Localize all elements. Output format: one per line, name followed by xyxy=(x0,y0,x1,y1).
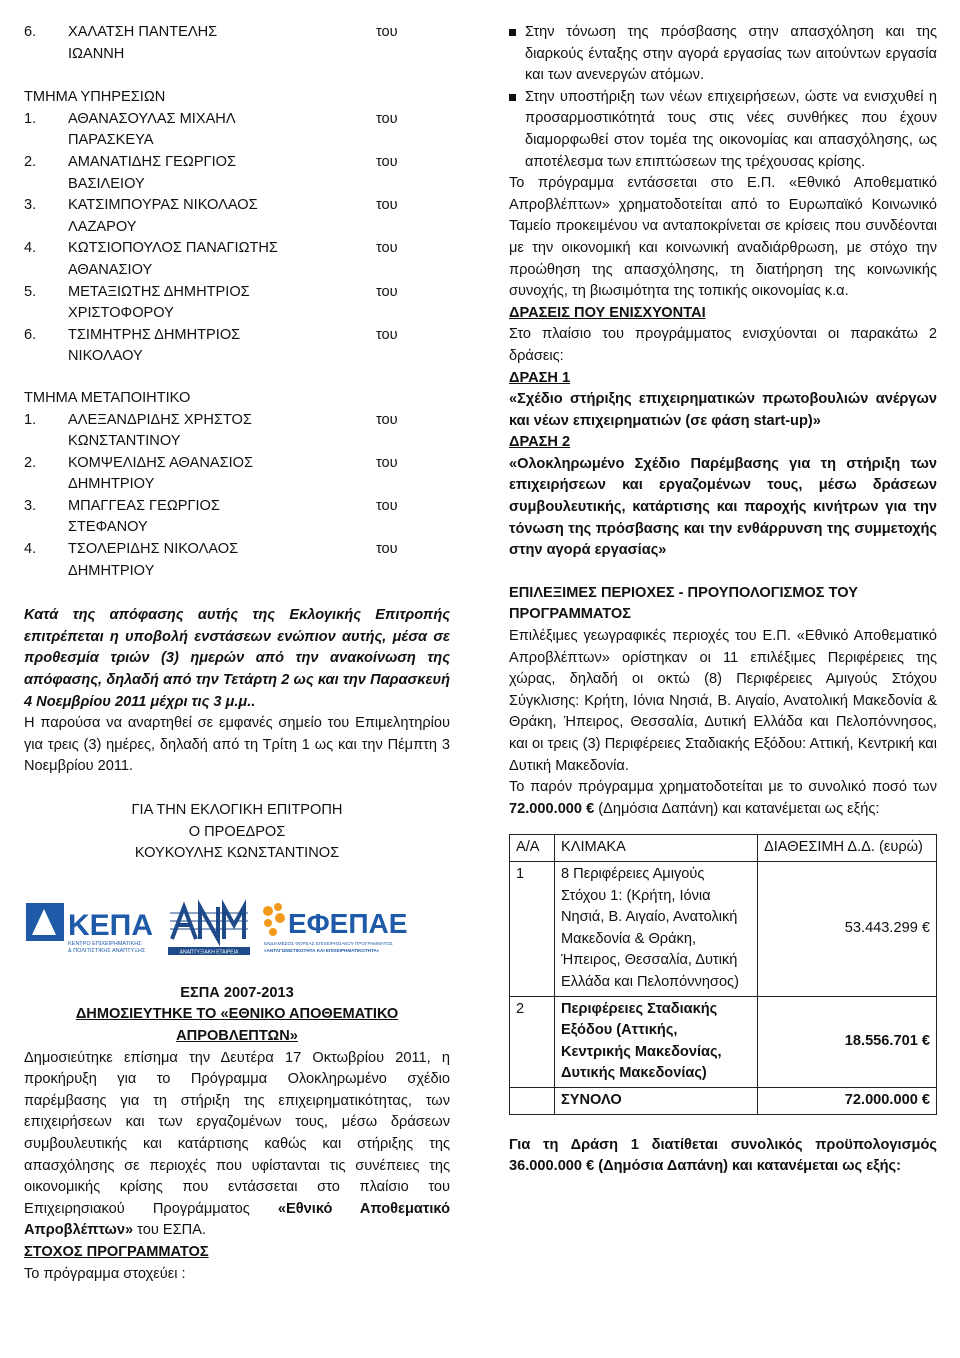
genitive-word: του xyxy=(376,411,398,428)
father-name: ΠΑΡΑΣΚΕΥΑ xyxy=(68,132,154,149)
list-item xyxy=(24,195,450,238)
goal-intro: Το πρόγραμμα στοχεύει : xyxy=(24,1265,186,1282)
signature-line-2: Ο ΠΡΟΕΔΡΟΣ xyxy=(188,823,286,840)
action2-label: ΔΡΑΣΗ 2 xyxy=(509,434,571,451)
person-name: ΚΑΤΣΙΜΠΟΥΡΑΣ ΝΙΚΟΛΑΟΣ xyxy=(68,197,258,214)
table-header-cell: ΚΛΙΜΑΚΑ xyxy=(555,835,758,862)
goal-bullets xyxy=(509,22,937,173)
list-item xyxy=(24,453,450,496)
table-cell-scale: Περιφέρειες Σταδιακής Εξόδου (Αττικής, Κεντρικής Μακεδονίας, Δυτικής Μακεδονίας) xyxy=(555,996,758,1087)
genitive-word: του xyxy=(376,283,398,300)
father-name: ΙΩΑΝΝΗ xyxy=(68,45,125,62)
espa-title: ΕΣΠΑ 2007-2013 xyxy=(180,984,294,1001)
right-column xyxy=(509,22,937,1178)
list-item xyxy=(24,539,450,582)
kepa-logo-text: ΚΕΠΑ xyxy=(68,908,154,942)
genitive-word: του xyxy=(376,326,398,343)
top-list xyxy=(24,22,450,65)
table-header-row xyxy=(510,835,937,862)
genitive-word: του xyxy=(376,240,398,257)
objection-notice: Κατά της απόφασης αυτής της Εκλογικής Επιτροπής επιτρέπεται η υποβολή ενστάσεων ενώπιον αυτής, μέσα σε προθεσμία τριών (3) ημερών από την ανακοίνωση της απόφασης, δηλαδή από την Τετάρτη 2 ως και την Παρασκευή 4 Νοεμβρίου 2011 μέχρι τις 3 μ.μ.. xyxy=(24,607,450,710)
list-item-number: 6. xyxy=(24,326,37,343)
manufacturing-list xyxy=(24,410,450,583)
anem-logo xyxy=(168,899,250,955)
list-item xyxy=(24,152,450,195)
father-name: ΣΤΕΦΑΝΟΥ xyxy=(68,519,148,536)
signature-line-3: ΚΟΥΚΟΥΛΗΣ ΚΩΝΣΤΑΝΤΙΝΟΣ xyxy=(134,845,340,862)
regions-title: ΕΠΙΛΕΞΙΜΕΣ ΠΕΡΙΟΧΕΣ - ΠΡΟΥΠΟΛΟΓΙΣΜΟΣ ΤΟΥ ΠΡΟΓΡΑΜΜΑΤΟΣ xyxy=(509,584,858,623)
table-cell-scale: 8 Περιφέρειες Αμιγούς Στόχου 1: (Κρήτη, Ιόνια Νησιά, Β. Αιγαίο, Ανατολική Μακεδονία & Θράκη, Ήπειρος, Θεσσαλία, Δυτική Ελλάδα και Πελοπόννησος) xyxy=(555,861,758,996)
kepa-logo-line1: ΚΕΝΤΡΟ ΕΠΙΧΕΙΡΗΜΑΤΙΚΗΣ xyxy=(68,940,142,947)
person-name: ΚΩΤΣΙΟΠΟΥΛΟΣ ΠΑΝΑΓΙΩΤΗΣ xyxy=(68,240,278,257)
table-cell-amount: 18.556.701 € xyxy=(758,996,937,1087)
table-cell-aa: 1 xyxy=(510,861,555,996)
list-item-number: 4. xyxy=(24,541,37,558)
list-item-number: 5. xyxy=(24,283,37,300)
father-name: ΔΗΜΗΤΡΙΟΥ xyxy=(68,476,155,493)
table-cell-amount: 53.443.299 € xyxy=(758,861,937,996)
actions-intro: Στο πλαίσιο του προγράμματος ενισχύονται οι παρακάτω 2 δράσεις: xyxy=(509,326,937,364)
manufacturing-section-title: ΤΜΗΜΑ ΜΕΤΑΠΟΙΗΤΙΚΟ xyxy=(24,389,191,406)
father-name: ΔΗΜΗΤΡΙΟΥ xyxy=(68,562,155,579)
budget-table xyxy=(509,834,937,1114)
person-name: ΜΠΑΓΓΕΑΣ ΓΕΩΡΓΙΟΣ xyxy=(68,497,220,514)
genitive-word: του xyxy=(376,153,398,170)
father-name: ΒΑΣΙΛΕΙΟΥ xyxy=(68,175,145,192)
table-header-cell: Α/Α xyxy=(510,835,555,862)
list-item xyxy=(24,109,450,152)
person-name: ΜΕΤΑΞΙΩΤΗΣ ΔΗΜΗΤΡΙΟΣ xyxy=(68,283,250,300)
actions-title: ΔΡΑΣΕΙΣ ΠΟΥ ΕΝΙΣΧΥΟΝΤΑΙ xyxy=(509,304,706,321)
person-name: ΑΘΑΝΑΣΟΥΛΑΣ ΜΙΧΑΗΛ xyxy=(68,110,236,127)
genitive-word: του xyxy=(376,197,398,214)
anem-logo-text: ΑΝΑΠΤΥΞΙΑΚΗ ΕΤΑΙΡΕΙΑ xyxy=(179,949,239,955)
posting-notice: Η παρούσα να αναρτηθεί σε εμφανές σημείο του Επιμελητηρίου για τρεις (3) ημέρες, δηλαδή από τη Τρίτη 1 ως και την Πέμπτη 3 Νοεμβρίου 2011. xyxy=(24,715,450,775)
list-item-number: 4. xyxy=(24,240,37,257)
list-item xyxy=(24,282,450,325)
table-total-label: ΣΥΝΟΛΟ xyxy=(555,1087,758,1114)
program-text: Το πρόγραμμα εντάσσεται στο Ε.Π. «Εθνικό Αποθεματικό Απροβλέπτων» χρηματοδοτείται από το Ευρωπαϊκό Κοινωνικό Ταμείο προκειμένου να ανταποκρίνεται σε κρίσεις που συνδέονται με την οικονομική και κοινωνική αναδιάρθρωση, με στόχο την προώθηση της απασχόλησης, τη διατήρηση της κοινωνικής συνοχής, τη βιωσιμότητα της τοπικής οικονομίας κ.α. xyxy=(509,175,937,300)
efepae-logo-line1: ΕΝΔΙΑΜΕΣΟΣ ΦΟΡΕΑΣ ΕΠΙΧΕΙΡΗΣΙΑΚΟΥ ΠΡΟΓΡΑΜΜΑΤΟΣ xyxy=(264,940,393,946)
espa-published-title: ΔΗΜΟΣΙΕΥΤΗΚΕ ΤΟ «ΕΘΝΙΚΟ ΑΠΟΘΕΜΑΤΙΚΟ ΑΠΡΟΒΛΕΠΤΩΝ» xyxy=(75,1006,399,1044)
footer-text: Για τη Δράση 1 διατίθεται συνολικός προϋπολογισμός 36.000.000 € (Δημόσια Δαπάνη) και κατανέμεται ως εξής: xyxy=(509,1136,937,1175)
list-item-number: 6. xyxy=(24,24,37,40)
person-name: ΤΣΟΛΕΡΙΔΗΣ ΝΙΚΟΛΑΟΣ xyxy=(68,541,239,558)
list-item-number: 2. xyxy=(24,153,37,170)
table-total-row xyxy=(510,1087,937,1114)
father-name: ΚΩΝΣΤΑΝΤΙΝΟΥ xyxy=(68,433,181,450)
signature-block xyxy=(24,800,450,865)
goal-bullet: Στην υποστήριξη των νέων επιχειρήσεων, ώστε να ενισχυθεί η προσαρμοστικότητά τους στις νέες συνθήκες που έχουν διαμορφωθεί στον τομέα της οικονομίας και απασχόλησης, ως αποτέλεσμα των επιπτώσεων της τρέχουσας κρίσης. xyxy=(509,87,937,173)
list-item xyxy=(24,496,450,539)
list-item-number: 2. xyxy=(24,454,37,471)
list-item-number: 1. xyxy=(24,411,37,428)
logo-strip xyxy=(24,897,450,957)
espa-body: Δημοσιεύτηκε επίσημα την Δευτέρα 17 Οκτωβρίου 2011, η προκήρυξη για το Πρόγραμμα Ολοκληρωμένο σχέδιο παρέμβασης για τη στήριξη της επιχειρηματικότητας, των επιχειρήσεων και των εργαζομένων τους, μέσω δράσεων συμβουλευτικής και κατάρτισης καθώς και στήριξης της απασχόλησης σε περιοχές που υφίστανται τις συνέπειες της οικονομικής κρίσης που εντάσσεται στο πλαίσιο του Επιχειρησιακού Προγράμματος «Εθνικό Αποθεματικό Απροβλέπτων» του ΕΣΠΑ. xyxy=(24,1049,450,1239)
table-cell-aa: 2 xyxy=(510,996,555,1087)
genitive-word: του xyxy=(376,24,398,40)
list-item xyxy=(24,410,450,453)
father-name: ΛΑΖΑΡΟΥ xyxy=(68,218,137,235)
genitive-word: του xyxy=(376,541,398,558)
genitive-word: του xyxy=(376,454,398,471)
services-list xyxy=(24,109,450,368)
list-item xyxy=(24,238,450,281)
action2-text: «Ολοκληρωμένο Σχέδιο Παρέμβασης για τη στήριξη των επιχειρήσεων και εργαζομένων τους, μέσω δράσεων συμβουλευτικής, κατάρτισης και παροχής κινήτρων για την τόνωση της πρόσβασης και την ενθάρρυνση της συμμετοχής στην αγορά εργασίας» xyxy=(509,455,937,559)
table-total-amount: 72.000.000 € xyxy=(758,1087,937,1114)
efepae-logo-line2: «ΑΝΤΑΓΩΝΙΣΤΙΚΟΤΗΤΑ ΚΑΙ ΕΠΙΧΕΙΡΗΜΑΤΙΚΟΤΗΤΑ» xyxy=(264,947,380,953)
kepa-logo-line2: & ΠΟΛΙΤΙΣΤΙΚΗΣ ΑΝΑΠΤΥΞΗΣ xyxy=(68,947,146,954)
action1-text: «Σχέδιο στήριξης επιχειρηματικών πρωτοβουλιών ανέργων και νέων επιχειρηματιών (σε φάση start-up)» xyxy=(509,391,937,429)
person-name: ΑΛΕΞΑΝΔΡΙΔΗΣ ΧΡΗΣΤΟΣ xyxy=(68,411,252,428)
efepae-logo xyxy=(260,899,410,955)
list-item xyxy=(24,22,450,65)
person-name: ΑΜΑΝΑΤΙΔΗΣ ΓΕΩΡΓΙΟΣ xyxy=(68,153,237,170)
list-item-number: 3. xyxy=(24,197,37,214)
father-name: ΝΙΚΟΛΑΟΥ xyxy=(68,348,143,365)
list-item-number: 3. xyxy=(24,497,37,514)
father-name: ΧΡΙΣΤΟΦΟΡΟΥ xyxy=(68,305,174,322)
efepae-logo-text: ΕΦΕΠΑΕ xyxy=(288,907,408,939)
father-name: ΑΘΑΝΑΣΙΟΥ xyxy=(68,261,153,278)
person-name: ΧΑΛΑΤΣΗ ΠΑΝΤΕΛΗΣ xyxy=(68,24,218,40)
person-name: ΤΣΙΜΗΤΡΗΣ ΔΗΜΗΤΡΙΟΣ xyxy=(68,326,241,343)
person-name: ΚΟΜΨΕΛΙΔΗΣ ΑΘΑΝΑΣΙΟΣ xyxy=(68,454,254,471)
signature-line-1: ΓΙΑ ΤΗΝ ΕΚΛΟΓΙΚΗ ΕΠΙΤΡΟΠΗ xyxy=(131,802,343,818)
genitive-word: του xyxy=(376,497,398,514)
services-section-title: ΤΜΗΜΑ ΥΠΗΡΕΣΙΩΝ xyxy=(24,89,166,106)
action1-label: ΔΡΑΣΗ 1 xyxy=(509,369,571,386)
funding-text: Το παρόν πρόγραμμα χρηματοδοτείται με το συνολικό ποσό των 72.000.000 € (Δημόσια Δαπάνη) και κατανέμεται ως εξής: xyxy=(509,779,937,817)
goal-bullet: Στην τόνωση της πρόσβασης στην απασχόληση και της διαρκούς ένταξης στην αγορά εργασίας των αιτούντων εργασία και των ανενεργών ατόμων. xyxy=(509,22,937,87)
regions-text: Επιλέξιμες γεωγραφικές περιοχές του Ε.Π. «Εθνικό Αποθεματικό Απροβλέπτων» ορίστηκαν οι 11 επιλέξιμες Περιφέρειες της χώρας, δηλαδή οι οκτώ (8) Περιφέρειες Αμιγούς Στόχου Σύγκλισης: Κρήτη, Ιόνια Νησιά, Β. Αιγαίο, Ανατολική Μακεδονία & Θράκη, Ήπειρος, Θεσσαλία, Δυτική Ελλάδα και Πελοπόννησος, και οι τρεις (3) Περιφέρειες Σταδιακής Εξόδου: Αττική, Κεντρική και Δυτική Μακεδονία. xyxy=(509,628,937,774)
goal-title: ΣΤΟΧΟΣ ΠΡΟΓΡΑΜΜΑΤΟΣ xyxy=(24,1243,209,1260)
table-row xyxy=(510,861,937,996)
list-item xyxy=(24,325,450,368)
table-header-cell: ΔΙΑΘΕΣΙΜΗ Δ.Δ. (ευρώ) xyxy=(758,835,937,862)
kepa-logo xyxy=(24,899,158,955)
genitive-word: του xyxy=(376,110,398,127)
left-column xyxy=(24,22,450,1285)
table-row xyxy=(510,996,937,1087)
list-item-number: 1. xyxy=(24,110,37,127)
